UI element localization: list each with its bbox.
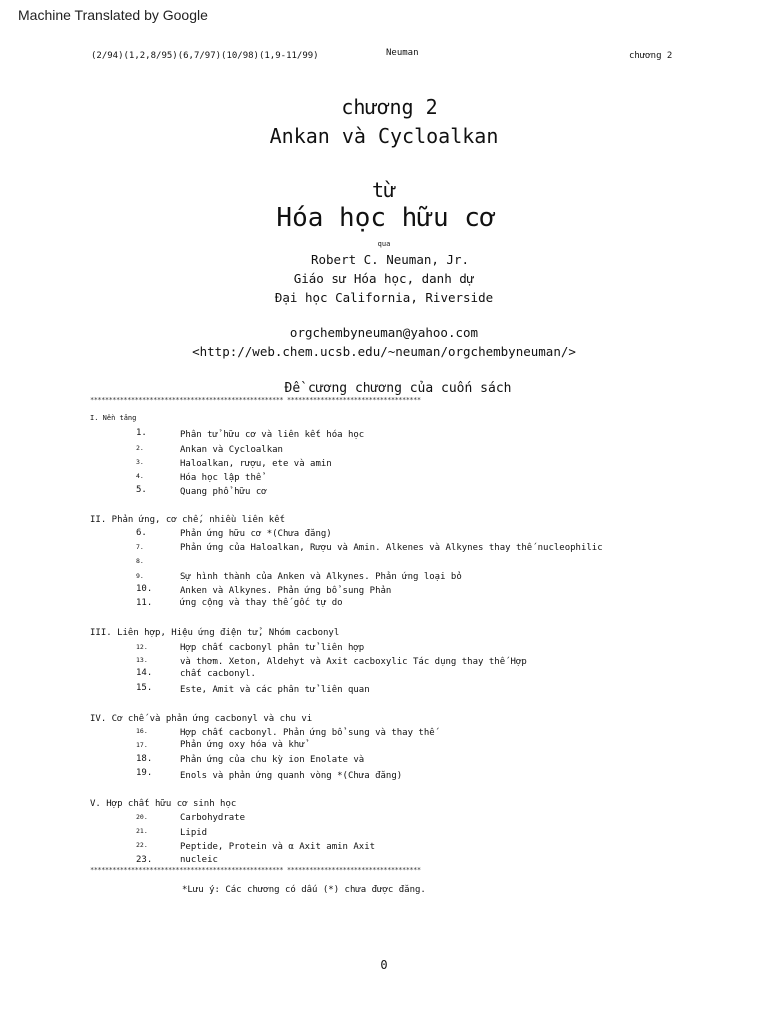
- chapter-number-item: 11.: [136, 598, 153, 608]
- author-name: Robert C. Neuman, Jr.: [310, 252, 470, 267]
- chapter-number-item: 7.: [136, 543, 144, 551]
- chapter-item: Sự hình thành của Anken và Alkynes. Phản ứng loại bỏ: [180, 572, 462, 582]
- chapter-number-item: 12.: [136, 643, 148, 651]
- chapter-number-item: 14.: [136, 668, 153, 678]
- chapter-item: nucleic: [180, 855, 218, 865]
- page-number: 0: [380, 958, 388, 972]
- section-title: III. Liên hợp, Hiệu ứng điện tử, Nhóm cacbonyl: [90, 628, 340, 638]
- author-university: Đại học California, Riverside: [274, 290, 494, 305]
- header-author: Neuman: [386, 48, 419, 58]
- chapter-number-item: 1.: [136, 428, 147, 438]
- chapter-number-item: 21.: [136, 827, 148, 835]
- chapter-number-item: 23.: [136, 855, 153, 865]
- chapter-item: ứng cộng và thay thế gốc tự do: [180, 598, 343, 608]
- chapter-number-item: 15.: [136, 683, 153, 693]
- author-url[interactable]: <http://web.chem.ucsb.edu/~neuman/orgchembyneuman/>: [192, 344, 576, 359]
- translation-banner: Machine Translated by Google: [18, 7, 208, 23]
- book-title: Hóa học hữu cơ: [276, 203, 496, 233]
- chapter-item: Este, Amit và các phân tử liên quan: [180, 685, 370, 695]
- stars-divider-bottom: **************************************************** ************************************: [90, 866, 421, 874]
- chapter-number-item: 3.: [136, 458, 144, 466]
- section-title: II. Phản ứng, cơ chế, nhiều liên kết: [90, 515, 286, 525]
- stars-divider-top: **************************************************** ************************************: [90, 396, 421, 404]
- section-title: IV. Cơ chế và phản ứng cacbonyl và chu vi: [90, 714, 313, 724]
- chapter-item: Enols và phản ứng quanh vòng *(Chưa đăng): [180, 771, 403, 781]
- chapter-item: Lipid: [180, 828, 208, 838]
- footnote: *Lưu ý: Các chương có dấu (*) chưa được đăng.: [182, 885, 426, 895]
- author-email[interactable]: orgchembyneuman@yahoo.com: [289, 325, 479, 340]
- chapter-number-item: 19.: [136, 768, 153, 778]
- chapter-item: Ankan và Cycloalkan: [180, 445, 283, 455]
- chapter-item: Carbohydrate: [180, 813, 246, 823]
- outline-heading: Đề cương chương của cuốn sách: [284, 381, 512, 396]
- chapter-number-item: 16.: [136, 727, 148, 735]
- chapter-number-item: 13.: [136, 656, 148, 664]
- from-label: từ: [371, 178, 397, 202]
- header-chapter: chương 2: [629, 51, 673, 61]
- chapter-item: Phân tử hữu cơ và liên kết hóa học: [180, 430, 365, 440]
- chapter-number-item: 9.: [136, 572, 144, 580]
- section-title: I. Nền tảng: [90, 414, 137, 422]
- chapter-item: Phản ứng hữu cơ *(Chưa đăng): [180, 529, 332, 539]
- chapter-number-item: 17.: [136, 741, 148, 749]
- chapter-item: Hóa học lập thể: [180, 473, 262, 483]
- chapter-item: Haloalkan, rượu, ete và amin: [180, 459, 332, 469]
- chapter-item: Phản ứng của Haloalkan, Rượu và Amin. Alkenes và Alkynes thay thế nucleophilic: [180, 543, 603, 553]
- revision-dates: (2/94)(1,2,8/95)(6,7/97)(10/98)(1,9-11/99): [91, 51, 319, 61]
- by-label: qua: [377, 240, 391, 248]
- chapter-item: Phản ứng của chu kỳ ion Enolate và: [180, 755, 365, 765]
- chapter-item: Hợp chất cacbonyl phân tử liên hợp: [180, 643, 365, 653]
- chapter-item: Peptide, Protein và α Axit amin Axit: [180, 842, 376, 852]
- section-title: V. Hợp chất hữu cơ sinh học: [90, 799, 237, 809]
- chapter-number: chương 2: [341, 95, 438, 119]
- chapter-item: Quang phổ hữu cơ: [180, 487, 267, 497]
- chapter-number-item: 6.: [136, 528, 147, 538]
- chapter-item: Anken và Alkynes. Phản ứng bổ sung Phản: [180, 586, 392, 596]
- chapter-item: và thơm. Xeton, Aldehyt và Axit cacboxylic Tác dụng thay thế Hợp: [180, 657, 527, 667]
- chapter-number-item: 4.: [136, 472, 144, 480]
- chapter-number-item: 5.: [136, 485, 147, 495]
- author-role: Giáo sư Hóa học, danh dự: [293, 271, 475, 286]
- chapter-item: Hợp chất cacbonyl. Phản ứng bổ sung và thay thế: [180, 728, 435, 738]
- chapter-number-item: 8.: [136, 557, 144, 565]
- chapter-number-item: 2.: [136, 444, 144, 452]
- chapter-number-item: 18.: [136, 754, 153, 764]
- chapter-title: Ankan và Cycloalkan: [269, 124, 499, 148]
- chapter-item: Phản ứng oxy hóa và khử: [180, 740, 305, 750]
- chapter-number-item: 10.: [136, 584, 153, 594]
- chapter-number-item: 22.: [136, 841, 148, 849]
- chapter-number-item: 20.: [136, 813, 148, 821]
- chapter-item: chất cacbonyl.: [180, 669, 256, 679]
